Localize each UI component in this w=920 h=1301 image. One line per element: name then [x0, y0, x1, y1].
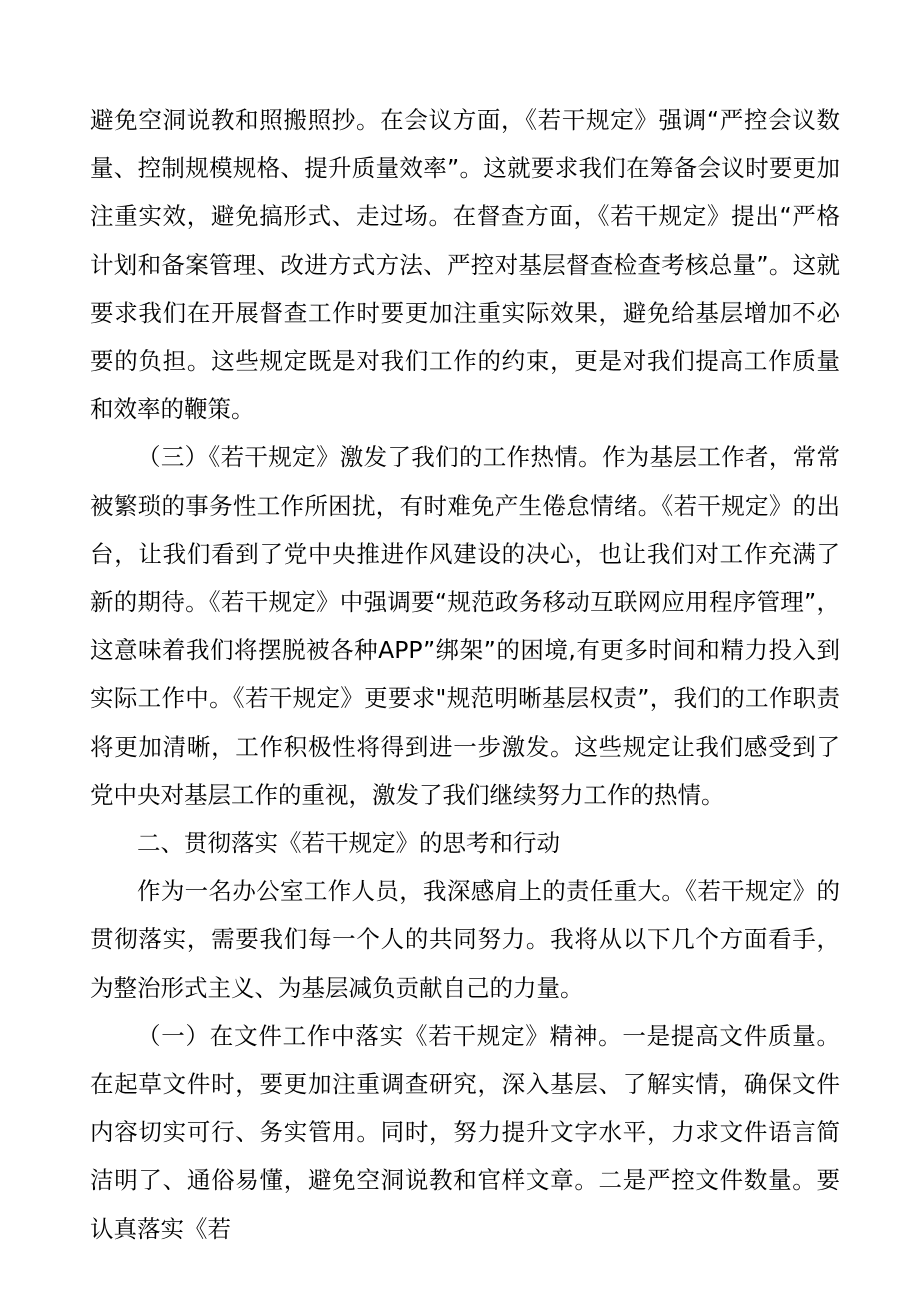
section-heading-implementation: 二、贯彻落实《若干规定》的思考和行动: [137, 829, 560, 858]
paragraph-office-staff-responsibility: 作为一名办公室工作人员，我深感肩上的责任重大。《若干规定》的贯彻落实，需要我们每一个人的共同努力。我将从以下几个方面看手，为整治形式主义、为基层减负贡献自己的力量。: [90, 877, 840, 1002]
paragraph-meetings-supervision: 避免空洞说教和照搬照抄。在会议方面，《若干规定》强调“严控会议数量、控制规模规格、提升质量效率”。这就要求我们在筹备会议时要更加注重实效，避免搞形式、走过场。在督查方面，《若干规定》提出“严格计划和备案管理、改进方式方法、严控对基层督查检查考核总量”。这就要求我们在开展督查工作时要更加注重实际效果，避免给基层增加不必要的负担。这些规定既是对我们工作的约束，更是对我们提高工作质量和效率的鞭策。: [90, 106, 840, 424]
document-page: [90, 96, 840, 1253]
paragraph-document-work: （一）在文件工作中落实《若干规定》精神。一是提高文件质量。在起草文件时，要更加注重调查研究，深入基层、了解实情，确保文件内容切实可行、务实管用。同时，努力提升文字水平，力求文件语言简洁明了、通俗易懂，避免空洞说教和官样文章。二是严控文件数量。要认真落实《若: [90, 1021, 840, 1243]
paragraph-work-enthusiasm: （三）《若干规定》激发了我们的工作热情。作为基层工作者，常常被繁琐的事务性工作所困扰，有时难免产生倦怠情绪。《若干规定》的出台，让我们看到了党中央推进作风建设的决心，也让我们对工作充满了新的期待。《若干规定》中强调要“规范政务移动互联网应用程序管理”，这意味着我们将摆脱被各种APP”绑架”的困境,有更多时间和精力投入到实际工作中。《若干规定》更要求"规范明晰基层权责”，我们的工作职责将更加清晰，工作积极性将得到进一步激发。这些规定让我们感受到了党中央对基层工作的重视，激发了我们继续努力工作的热情。: [90, 443, 840, 809]
